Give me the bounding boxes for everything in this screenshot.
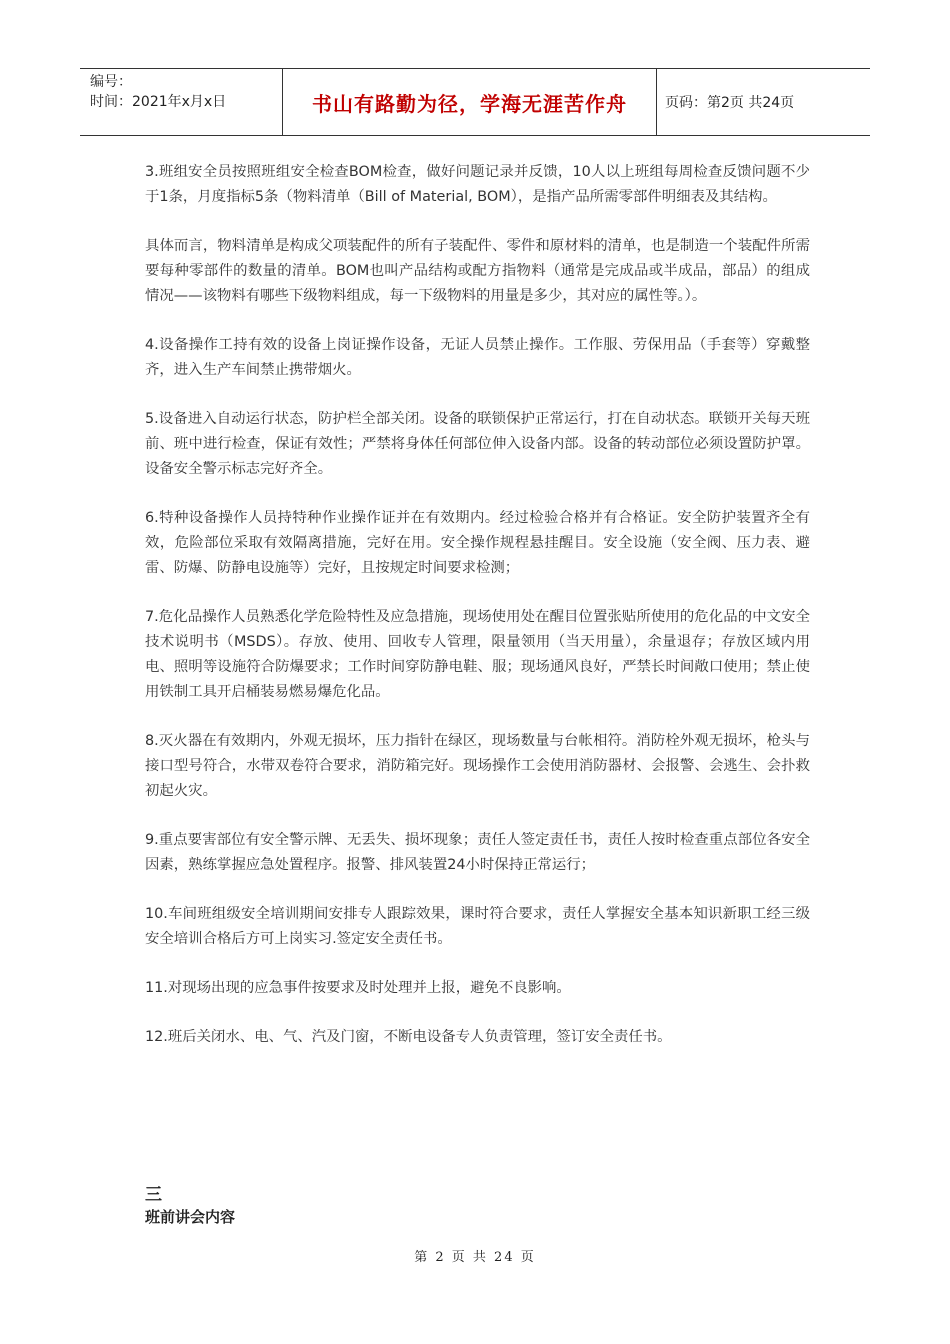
date-label: 时间：2021年x月x日: [90, 94, 227, 110]
section-heading: 班前讲会内容: [145, 1208, 236, 1226]
serial-number-label: 编号：: [90, 74, 132, 90]
paragraph-item-4: 4.设备操作工持有效的设备上岗证操作设备，无证人员禁止操作。工作服、劳保用品（手套等）穿戴整齐，进入生产车间禁止携带烟火。: [145, 337, 810, 378]
header-page-number: 页码：第2页 共24页: [665, 95, 795, 111]
paragraph-item-11: 11.对现场出现的应急事件按要求及时处理并上报，避免不良影响。: [145, 980, 571, 996]
paragraph-item-3: 3.班组安全员按照班组安全检查BOM检查，做好问题记录并反馈，10人以上班组每周检查反馈问题不少于1条，月度指标5条（物料清单（Bill of Material, BOM），是指产品所需零部件明细表及其结构。: [145, 164, 810, 205]
paragraph-item-6: 6.特种设备操作人员持特种作业操作证并在有效期内。经过检验合格并有合格证。安全防护装置齐全有效，危险部位采取有效隔离措施，完好在用。安全操作规程悬挂醒目。安全设施（安全阀、压力表、避雷、防爆、防静电设施等）完好，且按规定时间要求检测；: [145, 510, 810, 576]
header-motto: 书山有路勤为径，学海无涯苦作舟: [282, 69, 657, 135]
paragraph-item-7: 7.危化品操作人员熟悉化学危险特性及应急措施，现场使用处在醒目位置张贴所使用的危化品的中文安全技术说明书（MSDS）。存放、使用、回收专人管理，限量领用（当天用量），余量退存；存放区域内用电、照明等设施符合防爆要求；工作时间穿防静电鞋、服；现场通风良好，严禁长时间敞口使用；禁止使用铁制工具开启桶装易燃易爆危化品。: [145, 609, 810, 700]
paragraph-bom-definition: 具体而言，物料清单是构成父项装配件的所有子装配件、零件和原材料的清单，也是制造一个装配件所需要每种零部件的数量的清单。BOM也叫产品结构或配方指物料（通常是完成品或半成品，部品）的组成情况——该物料有哪些下级物料组成，每一下级物料的用量是多少，其对应的属性等。）。: [145, 238, 810, 304]
section-number: 三: [145, 1185, 162, 1205]
paragraph-item-12: 12.班后关闭水、电、气、汽及门窗，不断电设备专人负责管理，签订安全责任书。: [145, 1029, 672, 1045]
document-body: [145, 160, 810, 1074]
paragraph-item-8: 8.灭火器在有效期内，外观无损坏，压力指针在绿区，现场数量与台帐相符。消防栓外观无损坏，枪头与接口型号符合，水带双卷符合要求，消防箱完好。现场操作工会使用消防器材、会报警、会逃生、会扑救初起火灾。: [145, 733, 810, 799]
page-footer: 第 2 页 共 24 页: [414, 1250, 536, 1265]
header-meta: [80, 69, 282, 135]
paragraph-item-9: 9.重点要害部位有安全警示牌、无丢失、损坏现象；责任人签定责任书，责任人按时检查重点部位各安全因素，熟练掌握应急处置程序。报警、排风装置24小时保持正常运行；: [145, 832, 810, 873]
page-header: [80, 68, 870, 136]
paragraph-item-5: 5.设备进入自动运行状态，防护栏全部关闭。设备的联锁保护正常运行，打在自动状态。联锁开关每天班前、班中进行检查，保证有效性；严禁将身体任何部位伸入设备内部。设备的转动部位必须设置防护罩。设备安全警示标志完好齐全。: [145, 411, 810, 477]
paragraph-item-10: 10.车间班组级安全培训期间安排专人跟踪效果，课时符合要求，责任人掌握安全基本知识新职工经三级安全培训合格后方可上岗实习.签定安全责任书。: [145, 906, 810, 947]
